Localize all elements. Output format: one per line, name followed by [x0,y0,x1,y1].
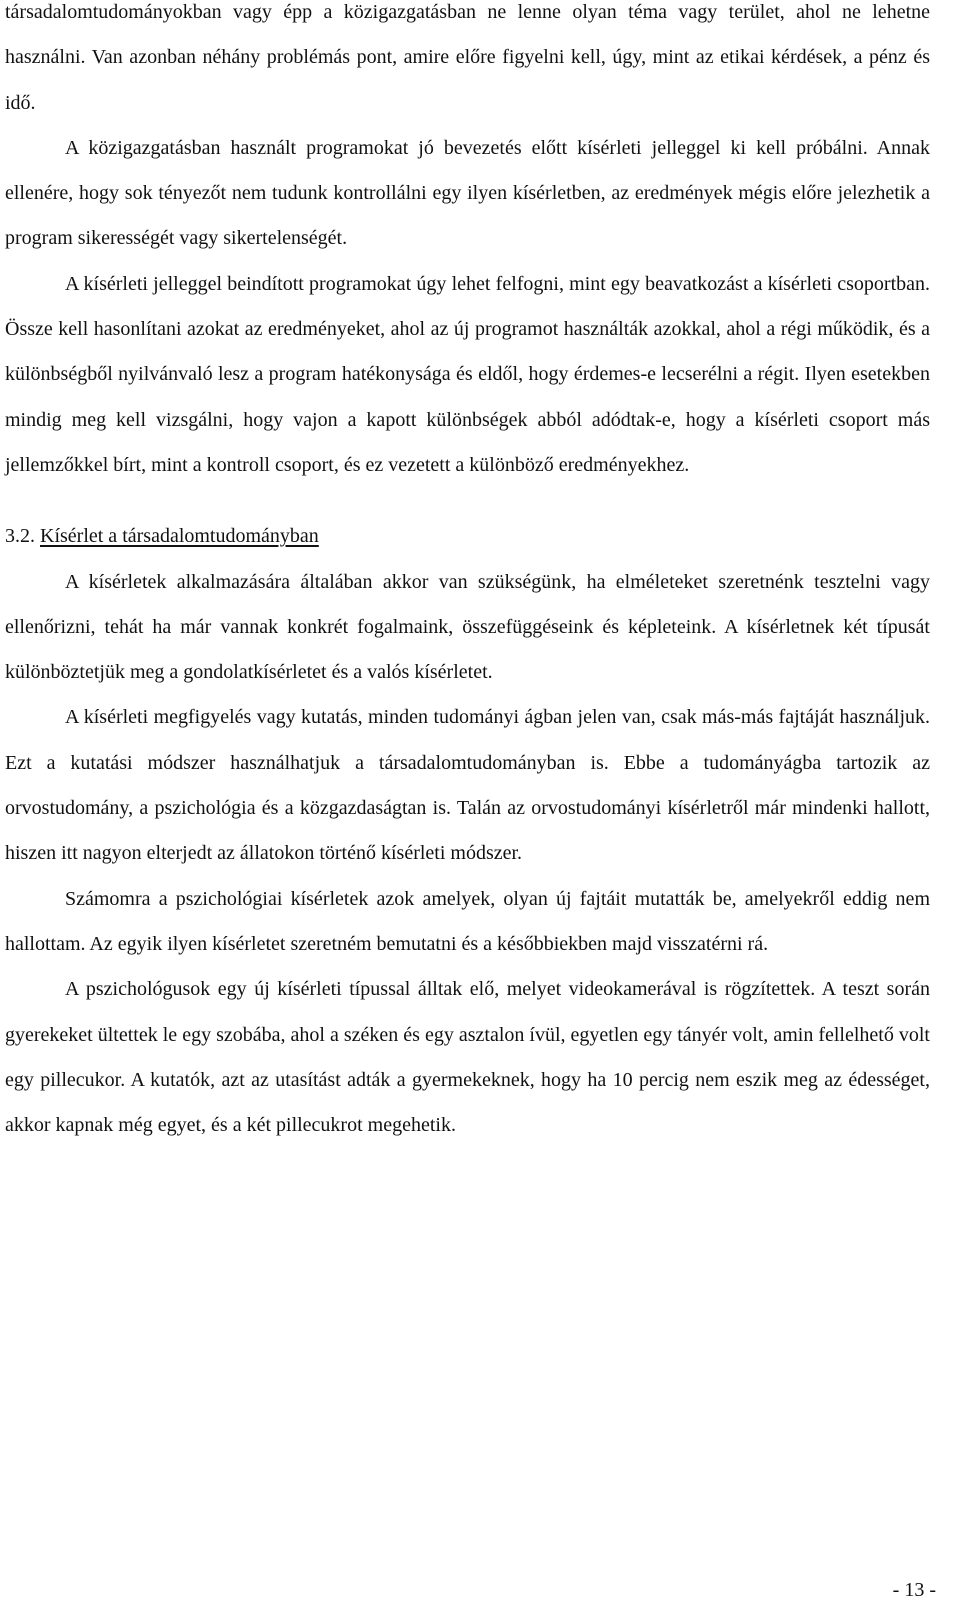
page-number: - 13 - [892,1579,936,1601]
paragraph-continuation: társadalomtudományokban vagy épp a közigazgatásban ne lenne olyan téma vagy terület, ahol ne lehetne használni. Van azonban néhány problémás pont, amire előre figyelni kell, úgy, mint az etikai kérdések, a pénz és idő. [5,1,930,114]
paragraph-experimental-group: A kísérleti jelleggel beindított programokat úgy lehet felfogni, mint egy beavatkozást a kísérleti csoportban. Össze kell hasonlítani azokat az eredményeket, ahol az új programot használták azokkal, ahol a régi működik, és a különbségből nyilvánvaló lesz a program hatékonysága és eldől, hogy érdemes-e lecserélni a régit. Ilyen esetekben mindig meg kell vizsgálni, hogy vajon a kapott különbségek abból adódtak-e, hogy a kísérleti csoport más jellemzőkkel bírt, mint a kontroll csoport, és ez vezetett a különböző eredményekhez. [5,272,930,476]
section-number: 3.2. [5,525,35,548]
paragraph-experimental-observation: A kísérleti megfigyelés vagy kutatás, minden tudományi ágban jelen van, csak más-más fajtáját használjuk. Ezt a kutatási módszer használhatjuk a társadalomtudományban is. Ebbe a tudományágba tartozik az orvostudomány, a pszichológia és a közgazdaságtan is. Talán az orvostudományi kísérletről már mindenki hallott, hiszen itt nagyon elterjedt az állatokon történő kísérleti módszer. [5,706,930,865]
paragraph-psychology-experiments: Számomra a pszichológiai kísérletek azok amelyek, olyan új fajtáit mutatták be, amelyekről eddig nem hallottam. Az egyik ilyen kísérletet szeretném bemutatni és a későbbiekben majd visszatérni rá. [5,887,930,955]
paragraph-marshmallow-test: A pszichológusok egy új kísérleti típussal álltak elő, melyet videokamerával is rögzítettek. A teszt során gyerekeket ültettek le egy szobába, ahol a széken és egy asztalon ívül, egyetlen egy tányér volt, amin fellelhető volt egy pillecukor. A kutatók, azt az utasítást adták a gyermekeknek, hogy ha 10 percig nem eszik meg az édességet, akkor kapnak még egyet, és a két pillecukrot megehetik. [5,978,930,1137]
document-page [5,0,930,1148]
section-heading [5,514,930,559]
section-title: Kísérlet a társadalomtudományban [40,525,319,548]
paragraph-pilot-programs: A közigazgatásban használt programokat jó bevezetés előtt kísérleti jelleggel ki kell próbálni. Annak ellenére, hogy sok tényezőt nem tudunk kontrollálni egy ilyen kísérletben, az eredmények mégis előre jelezhetik a program sikerességét vagy sikertelenségét. [5,136,930,250]
paragraph-experiment-types: A kísérletek alkalmazására általában akkor van szükségünk, ha elméleteket szeretnénk tesztelni vagy ellenőrizni, tehát ha már vannak konkrét fogalmaink, összefüggéseink és képleteink. A kísérletnek két típusát különböztetjük meg a gondolatkísérletet és a valós kísérletet. [5,570,930,684]
